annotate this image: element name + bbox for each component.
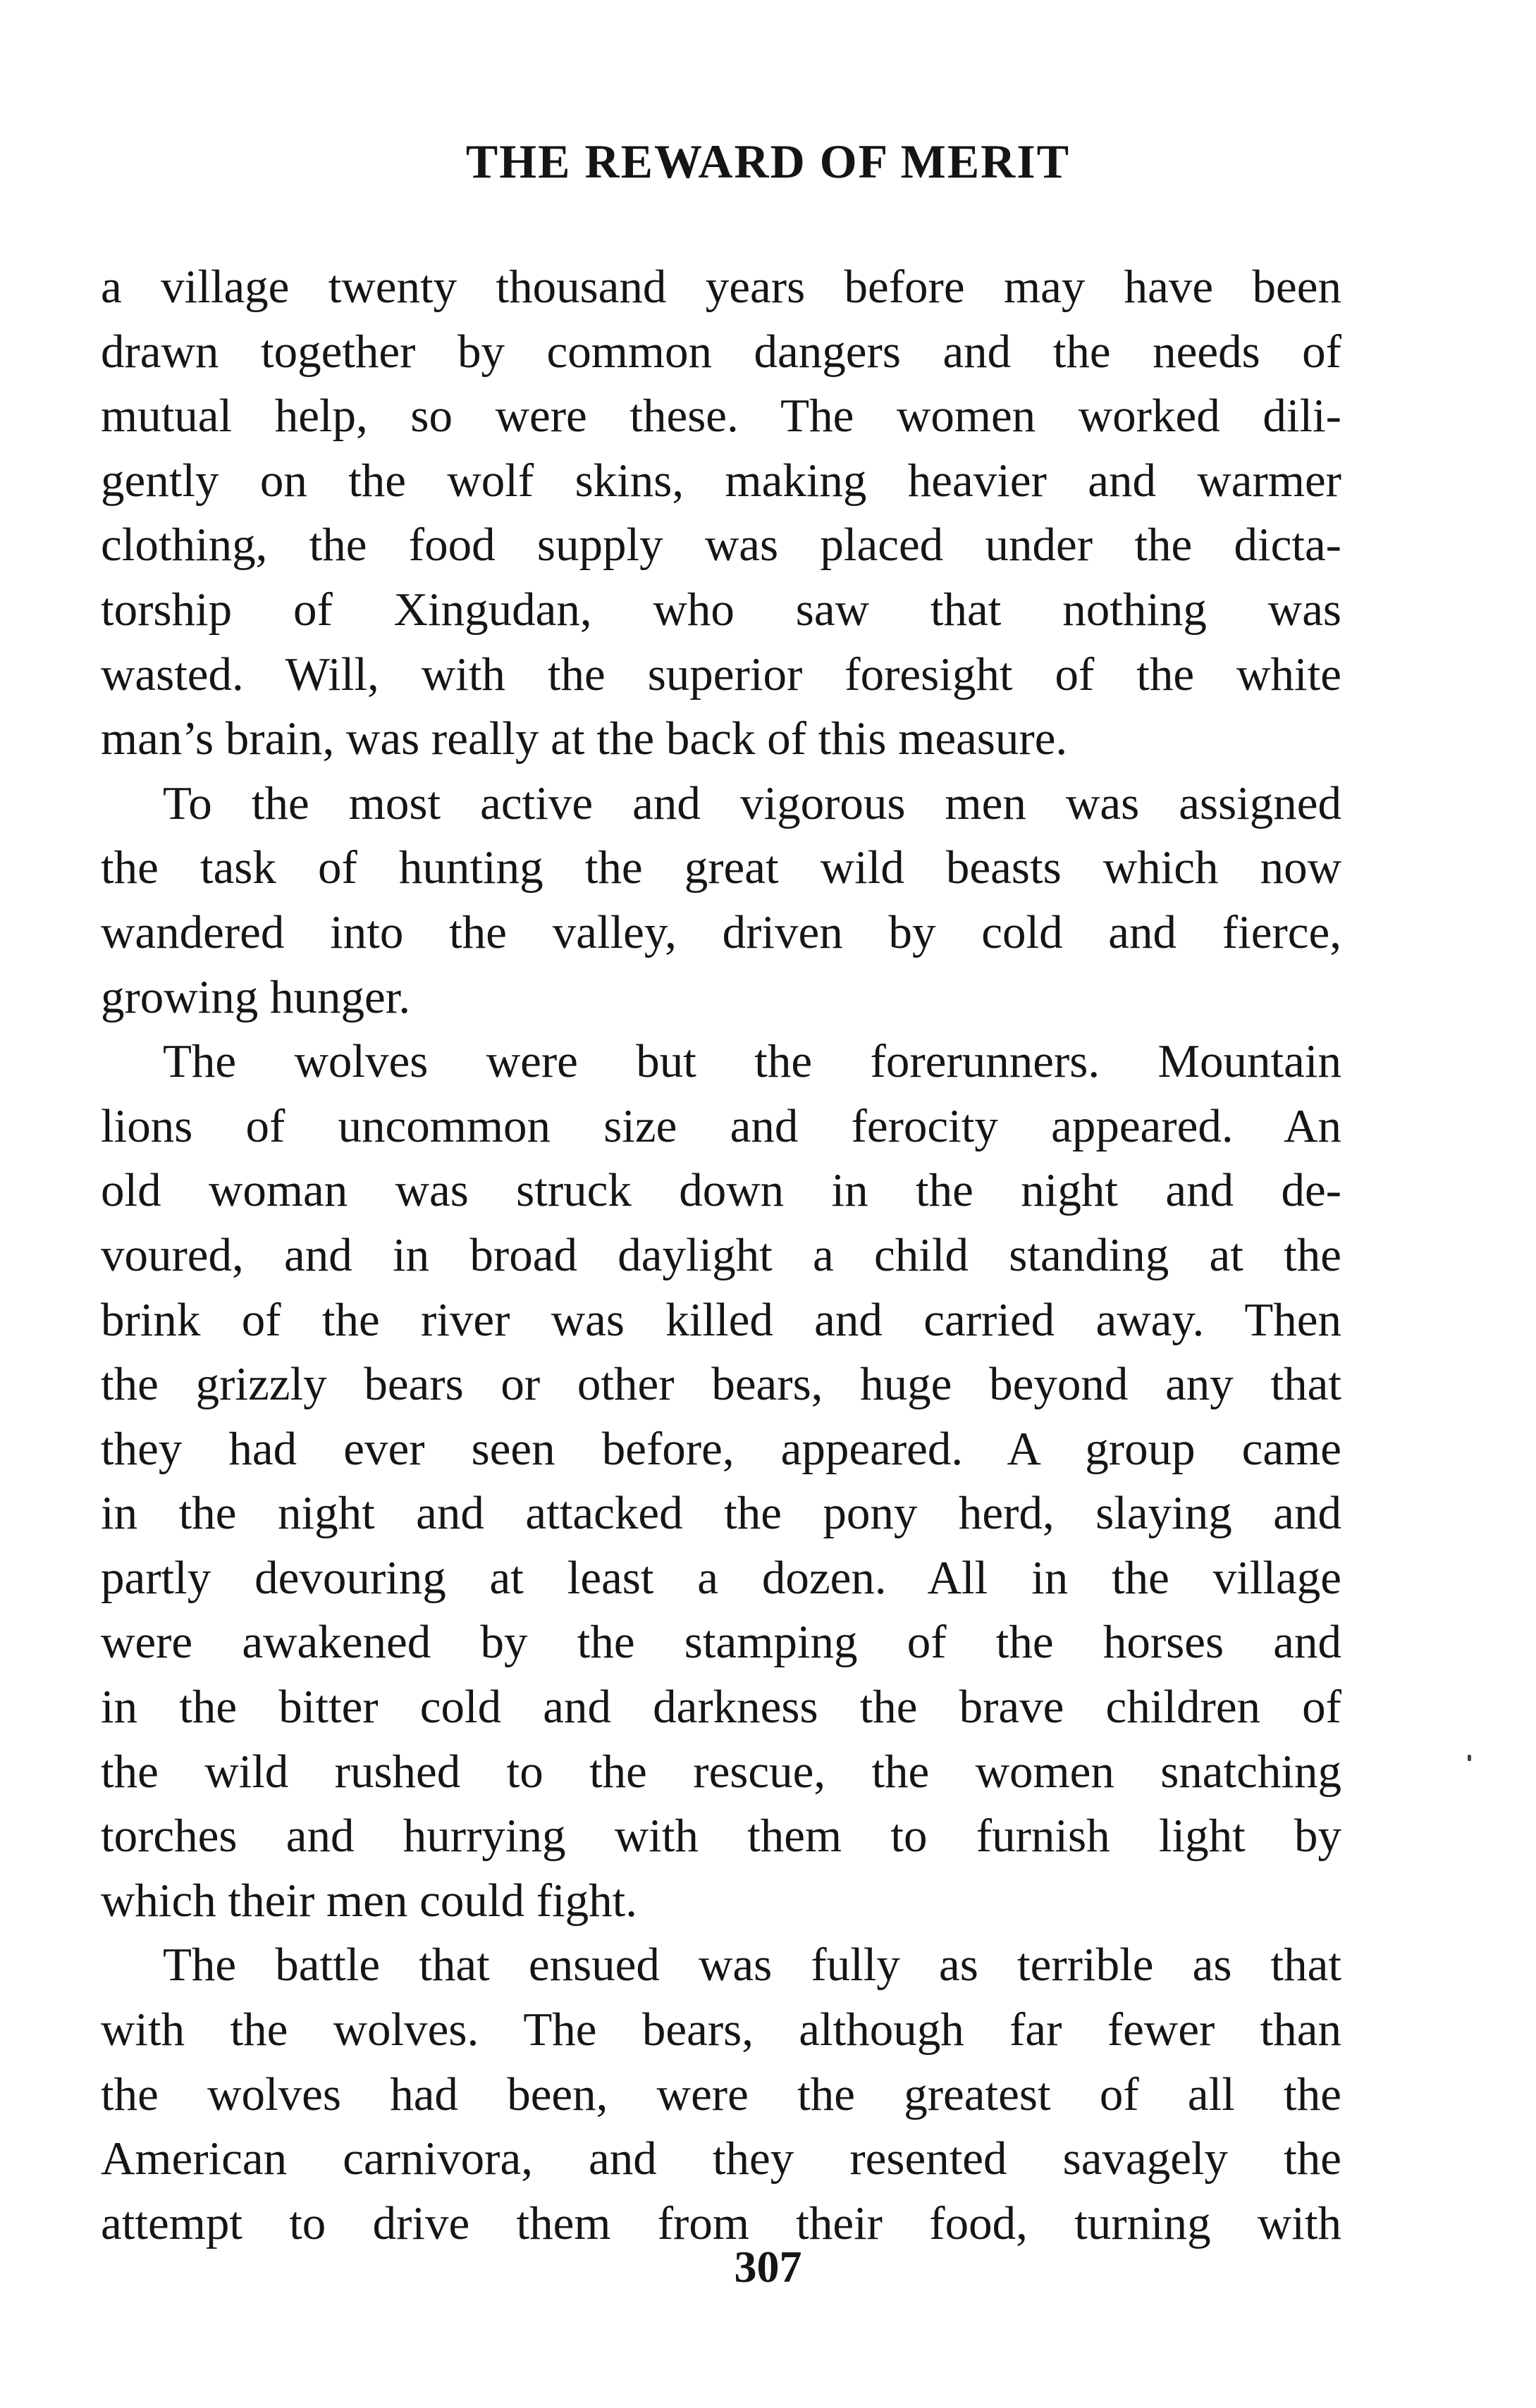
text-line: lions of uncommon size and ferocity appeared. An (101, 1099, 1341, 1152)
text-line: with the wolves. The bears, although far fewer than (101, 2003, 1341, 2056)
text-line: in the bitter cold and darkness the brave children of (101, 1681, 1341, 1734)
text-line: torship of Xingudan, who saw that nothing was (101, 583, 1341, 636)
text-line: American carnivora, and they resented savagely the (101, 2132, 1341, 2185)
paragraph (101, 255, 1341, 772)
text-line: voured, and in broad daylight a child standing at the (101, 1228, 1341, 1281)
body-text (101, 255, 1341, 2256)
running-head: THE REWARD OF MERIT (465, 135, 1071, 188)
text-line: the wild rushed to the rescue, the women snatching (101, 1745, 1341, 1798)
text-line: gently on the wolf skins, making heavier and warmer (101, 454, 1341, 507)
text-line: they had ever seen before, appeared. A group came (101, 1422, 1341, 1475)
text-line: drawn together by common dangers and the needs of (101, 325, 1341, 378)
text-line: The battle that ensued was fully as terrible as that (163, 1939, 1341, 1992)
text-line: old woman was struck down in the night and de- (101, 1164, 1341, 1217)
text-line: the task of hunting the great wild beasts which now (101, 841, 1341, 894)
text-line: were awakened by the stamping of the horses and (101, 1616, 1341, 1669)
ink-speck (1468, 1755, 1471, 1761)
paragraph (101, 772, 1341, 1030)
text-line: the wolves had been, were the greatest of all the (101, 2068, 1341, 2120)
text-line: the grizzly bears or other bears, huge beyond any that (101, 1358, 1341, 1411)
text-line: wandered into the valley, driven by cold and fierce, (101, 906, 1341, 958)
page-number: 307 (734, 2242, 802, 2292)
text-line: attempt to drive them from their food, turning with (101, 2197, 1341, 2249)
text-line: mutual help, so were these. The women worked dili- (101, 390, 1341, 443)
text-line: The wolves were but the forerunners. Mountain (163, 1035, 1341, 1088)
text-line: torches and hurrying with them to furnish light by (101, 1810, 1341, 1863)
text-line: wasted. Will, with the superior foresight of the white (101, 648, 1341, 700)
text-line: clothing, the food supply was placed under the dicta- (101, 519, 1341, 572)
text-line: in the night and attacked the pony herd, slaying and (101, 1487, 1341, 1540)
paragraph (101, 1933, 1341, 2256)
text-line: partly devouring at least a dozen. All in the village (101, 1551, 1341, 1604)
text-line: man’s brain, was really at the back of this measure. (101, 712, 1068, 765)
text-line: which their men could fight. (101, 1874, 638, 1927)
text-line: a village twenty thousand years before may have been (101, 261, 1341, 313)
text-line: To the most active and vigorous men was assigned (163, 777, 1341, 829)
text-line: brink of the river was killed and carried away. Then (101, 1293, 1341, 1346)
text-line: growing hunger. (101, 970, 411, 1023)
paragraph (101, 1030, 1341, 1933)
